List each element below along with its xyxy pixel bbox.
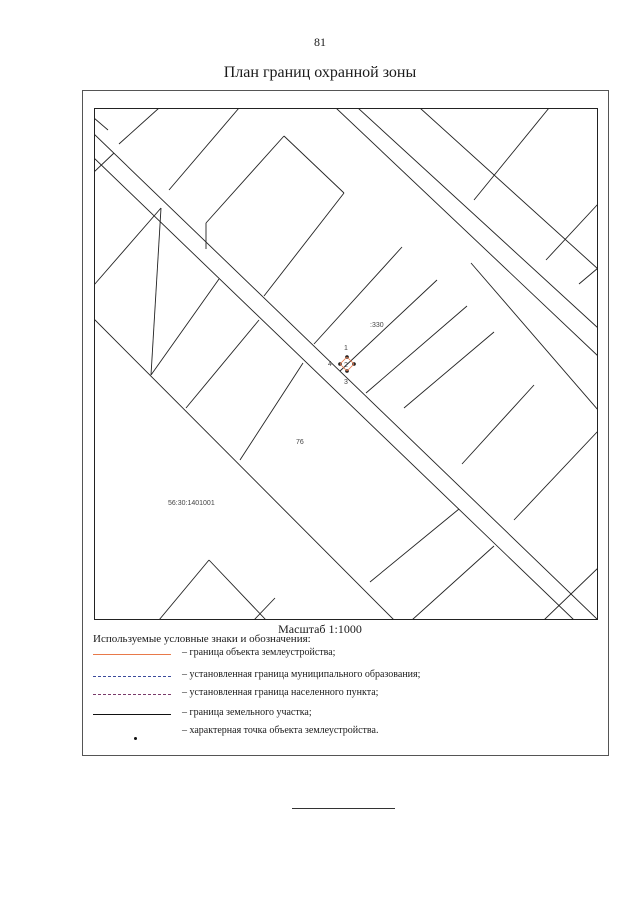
legend-symbol-purple-dash-dot-line [93,694,171,695]
legend-text: – установленная граница муниципального образования; [182,669,421,680]
block-label: 56:30:1401001 [168,500,215,507]
legend-symbol-blue-dash-dot-line [93,676,171,677]
legend-text: – граница объекта землеустройства; [182,647,336,658]
signature-line [292,808,395,809]
legend-symbol-red-line [93,654,171,655]
legend-heading: Используемые условные знаки и обозначения: [93,633,311,645]
legend-symbol-black-line [93,714,171,715]
legend-text: – граница земельного участка; [182,707,312,718]
legend-text: – установленная граница населенного пункта; [182,687,379,698]
page-number: 81 [314,35,326,49]
page-title: План границ охранной зоны [223,64,417,81]
legend-item-characteristic-point [93,724,593,742]
legend-item-settlement-boundary [93,686,593,704]
legend-item-object-boundary [93,646,593,664]
cadastral-map [94,108,598,620]
point-label-4: 4 [328,361,332,368]
legend-item-land-plot-boundary [93,706,593,724]
legend-item-municipal-boundary [93,668,593,686]
survey-points [328,345,356,386]
legend-text: – характерная точка объекта землеустройства. [182,725,379,736]
point-label-2: 2 [344,362,348,369]
parcel-label-76: 76 [296,439,304,446]
parcel-label-330: :330 [370,322,384,329]
point-label-1: 1 [344,345,348,352]
scale-label: Масштаб 1:1000 [278,622,362,636]
legend-symbol-point [134,737,137,740]
point-label-3: 3 [344,379,348,386]
